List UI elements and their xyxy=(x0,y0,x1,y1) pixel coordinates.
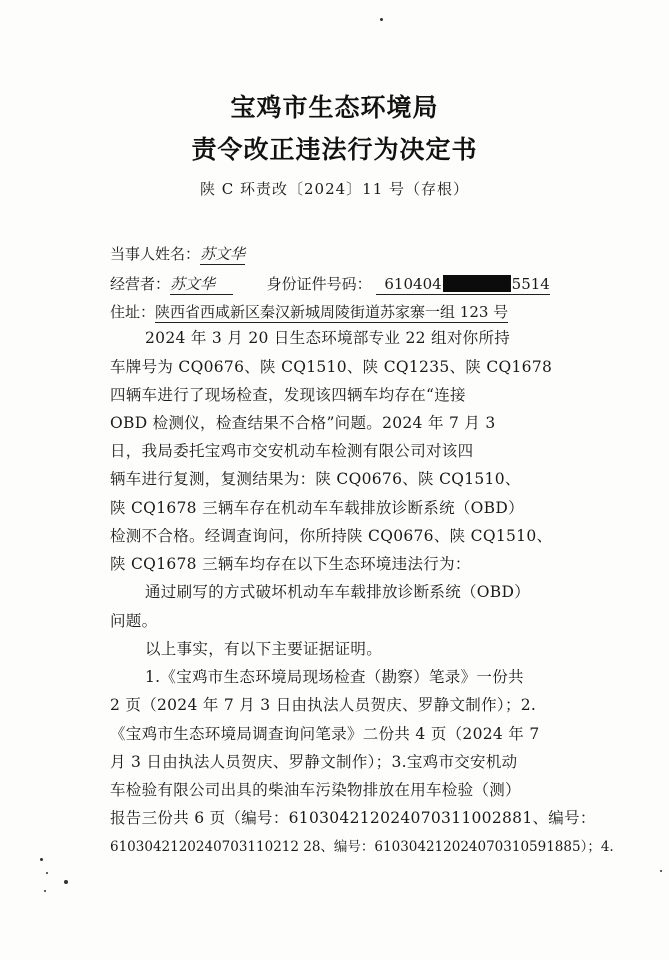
body-line: 问题。 xyxy=(110,612,158,630)
id-suffix: 5514 xyxy=(511,275,550,293)
party-name-value: 苏文华 xyxy=(200,245,246,263)
body-line: 以上事实，有以下主要证据证明。 xyxy=(145,640,383,658)
document-number: 陕 C 环责改〔2024〕11 号（存根） xyxy=(199,180,470,198)
id-prefix: 610404 xyxy=(384,275,442,293)
body-line: 陕 CQ1678 三辆车存在机动车车载排放诊断系统（OBD） xyxy=(110,499,524,517)
body-line: 陕 CQ1678 三辆车均存在以下生态环境违法行为： xyxy=(110,555,471,573)
scan-speck xyxy=(40,858,43,861)
scan-speck xyxy=(46,872,48,874)
operator-row xyxy=(110,274,550,294)
document-title-line1: 宝鸡市生态环境局 xyxy=(230,93,439,122)
redaction-bar xyxy=(443,275,511,292)
scan-speck xyxy=(44,890,46,892)
scan-speck xyxy=(64,880,68,884)
party-name-row xyxy=(110,244,245,264)
body-line: OBD 检测仪，检查结果不合格”问题。2024 年 7 月 3 xyxy=(110,414,496,432)
body-line: 2 页（2024 年 7 月 3 日由执法人员贺庆、罗静文制作）；2. xyxy=(110,696,537,714)
scan-speck xyxy=(660,870,662,872)
body-line: 2024 年 3 月 20 日生态环境部专业 22 组对你所持 xyxy=(145,329,511,347)
address-label: 住址： xyxy=(110,303,156,321)
body-line: 《宝鸡市生态环境局调查询问笔录》二份共 4 页（2024 年 7 xyxy=(110,725,540,743)
body-line: 月 3 日由执法人员贺庆、罗静文制作）；3.宝鸡市交安机动 xyxy=(110,753,518,771)
body-line: 日，我局委托宝鸡市交安机动车检测有限公司对该四 xyxy=(110,442,474,460)
body-line: 检测不合格。经调查询问，你所持陕 CQ0676、陕 CQ1510、 xyxy=(110,527,553,545)
party-name-label: 当事人姓名： xyxy=(110,245,201,263)
id-number xyxy=(376,275,549,295)
operator-label: 经营者： xyxy=(110,275,171,293)
scan-speck xyxy=(380,18,383,21)
body-line: 车检验有限公司出具的柴油车污染物排放在用车检验（测） xyxy=(110,781,521,799)
body-line: 通过刷写的方式破坏机动车车载排放诊断系统（OBD） xyxy=(145,583,531,601)
document-title-line2: 责令改正违法行为决定书 xyxy=(191,135,478,164)
address-row xyxy=(110,302,508,322)
body-line: 报告三份共 6 页（编号：610304212024070311002881、编号： xyxy=(110,809,596,827)
id-label: 身份证件号码： xyxy=(266,275,372,293)
body-line: 辆车进行复测，复测结果为：陕 CQ0676、陕 CQ1510、 xyxy=(110,470,521,488)
body-line: 车牌号为 CQ0676、陕 CQ1510、陕 CQ1235、陕 CQ1678 xyxy=(110,358,553,376)
body-line: 1.《宝鸡市生态环境局现场检查（勘察）笔录》一份共 xyxy=(145,668,524,686)
address-value: 陕西省西咸新区秦汉新城周陵街道苏家寨一组 123 号 xyxy=(155,303,509,321)
body-line: 四辆车进行了现场检查，发现该四辆车均存在“连接 xyxy=(110,386,466,404)
body-line: 6103042120240703110212 28、编号：610304212024070310591885）；4. xyxy=(110,839,614,855)
operator-value: 苏文华 xyxy=(170,275,233,295)
